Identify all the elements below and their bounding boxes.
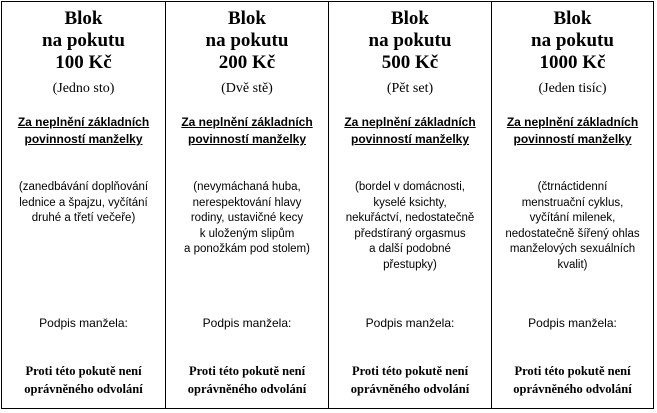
offense-description bbox=[172, 180, 322, 258]
amount-in-words: (Pět set) bbox=[386, 81, 434, 96]
title-line-2: na pokutu bbox=[368, 30, 452, 51]
coupon-amount: 200 Kč bbox=[218, 52, 276, 73]
footer-line-2: oprávněného odvolání bbox=[187, 382, 307, 396]
heading-line-2: povinností manželky bbox=[187, 132, 307, 146]
signature-label: Podpis manžela: bbox=[528, 316, 617, 330]
coupon-title bbox=[329, 8, 491, 74]
title-line-1: Blok bbox=[64, 8, 103, 29]
coupon-200 bbox=[166, 2, 329, 408]
coupon-heading bbox=[166, 114, 328, 148]
footer-line-1: Proti této pokutě není bbox=[25, 364, 142, 378]
description-line: (čtrnáctidenní bbox=[537, 181, 608, 193]
coupon-title bbox=[2, 8, 165, 74]
description-line: rodiny, ustavičné kecy bbox=[190, 212, 304, 224]
title-line-2: na pokutu bbox=[42, 30, 125, 51]
description-line: kvalit) bbox=[557, 258, 588, 271]
footer-line-2: oprávněného odvolání bbox=[513, 382, 632, 396]
title-line-2: na pokutu bbox=[531, 30, 614, 51]
footer-line-1: Proti této pokutě není bbox=[188, 364, 306, 378]
description-line: k uloženým slipům bbox=[199, 227, 295, 240]
heading-line-2: povinností manželky bbox=[24, 132, 143, 146]
description-line: nekuřáctví, nedostatečně bbox=[345, 212, 475, 224]
amount-in-words: (Dvě stě) bbox=[221, 81, 273, 96]
description-line: druhé a třetí večeře) bbox=[31, 212, 136, 224]
description-line: (bordel v domácnosti, bbox=[355, 181, 465, 193]
no-appeal-notice bbox=[2, 362, 165, 398]
offense-description bbox=[335, 180, 485, 273]
coupon-1000 bbox=[492, 2, 653, 408]
description-line: přestupky) bbox=[383, 258, 437, 271]
title-line-1: Blok bbox=[227, 8, 267, 29]
signature-label: Podpis manžela: bbox=[202, 316, 292, 330]
amount-in-words: (Jeden tisíc) bbox=[538, 81, 607, 96]
coupon-amount: 1000 Kč bbox=[539, 52, 606, 73]
coupon-heading bbox=[329, 114, 491, 148]
coupon-heading bbox=[2, 114, 165, 148]
coupon-title bbox=[492, 8, 653, 74]
coupon-100 bbox=[2, 2, 166, 408]
footer-line-1: Proti této pokutě není bbox=[351, 364, 469, 378]
description-line: menstruační cyklus, bbox=[521, 196, 624, 209]
coupon-amount: 100 Kč bbox=[55, 52, 112, 73]
description-line: a další podobné bbox=[369, 243, 451, 255]
no-appeal-notice bbox=[492, 362, 653, 398]
description-line: manželových sexuálních bbox=[509, 243, 636, 255]
title-line-1: Blok bbox=[390, 8, 430, 29]
no-appeal-notice bbox=[166, 362, 328, 398]
footer-line-2: oprávněného odvolání bbox=[24, 382, 143, 396]
title-line-1: Blok bbox=[553, 8, 592, 29]
description-line: a ponožkám pod stolem) bbox=[184, 243, 310, 255]
description-line: kyselé ksichty, bbox=[373, 196, 447, 209]
signature-label: Podpis manžela: bbox=[365, 316, 455, 330]
offense-description bbox=[498, 180, 647, 273]
amount-in-words: (Jedno sto) bbox=[52, 81, 115, 96]
offense-description bbox=[8, 180, 159, 227]
fine-coupon-sheet bbox=[1, 1, 654, 409]
description-line: předstíraný orgasmus bbox=[354, 227, 466, 240]
coupon-amount: 500 Kč bbox=[381, 52, 439, 73]
description-line: (nevymáchaná huba, bbox=[193, 181, 301, 193]
signature-label: Podpis manžela: bbox=[39, 316, 128, 330]
heading-line-1: Za neplnění základních bbox=[506, 115, 639, 129]
description-line: (zanedbávání doplňování bbox=[18, 181, 149, 193]
footer-line-1: Proti této pokutě není bbox=[514, 364, 631, 378]
description-line: vyčítání milenek, bbox=[529, 212, 616, 224]
coupon-500 bbox=[329, 2, 492, 408]
title-line-2: na pokutu bbox=[205, 30, 289, 51]
heading-line-2: povinností manželky bbox=[350, 132, 470, 146]
heading-line-2: povinností manželky bbox=[513, 132, 632, 146]
heading-line-1: Za neplnění základních bbox=[17, 115, 150, 129]
no-appeal-notice bbox=[329, 362, 491, 398]
coupon-heading bbox=[492, 114, 653, 148]
description-line: nerespektování hlavy bbox=[192, 196, 302, 209]
footer-line-2: oprávněného odvolání bbox=[350, 382, 470, 396]
heading-line-1: Za neplnění základních bbox=[344, 115, 476, 129]
heading-line-1: Za neplnění základních bbox=[181, 115, 313, 129]
coupon-title bbox=[166, 8, 328, 74]
description-line: lednice a špajzu, vyčítání bbox=[19, 196, 148, 209]
description-line: nedostatečně šířený ohlas bbox=[505, 227, 640, 240]
